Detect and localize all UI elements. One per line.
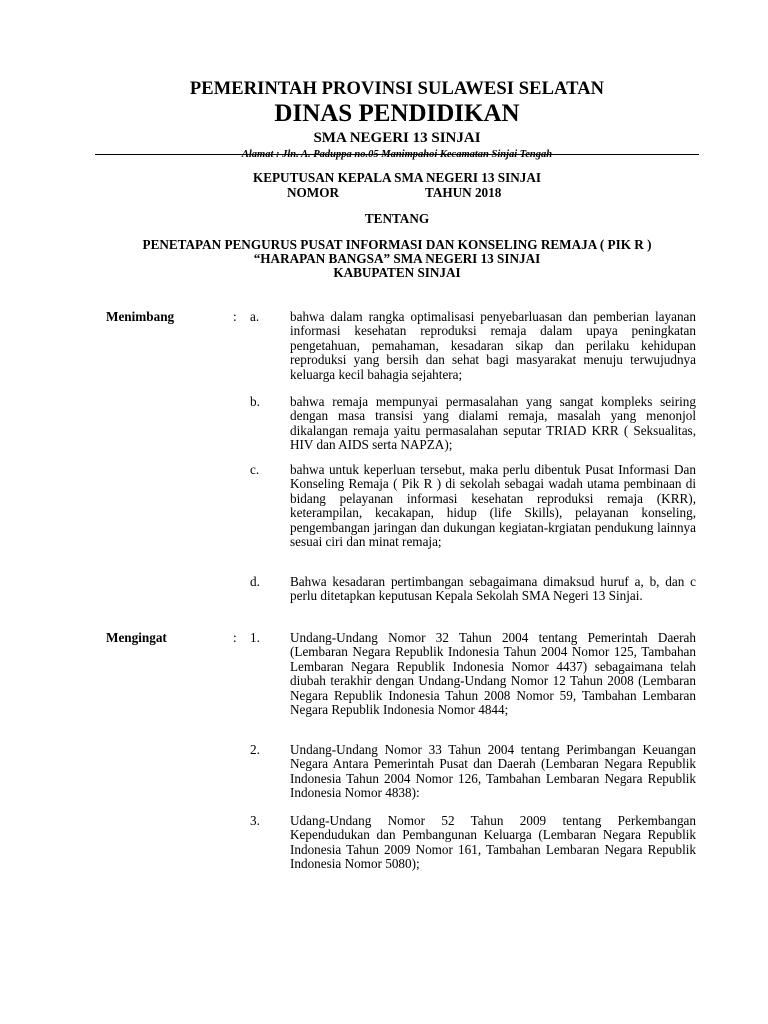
mengingat-item-3: Udang-Undang Nomor 52 Tahun 2009 tentang Perkembangan Kependudukan dan Pembangunan Keluarga (Lembaran Negara Republik Indonesia Tahun 2009 Nomor 161, Tambahan Lembaran Negara Republik Indonesia Nomor 5080); — [290, 813, 696, 872]
mengingat-marker-2: 2. — [250, 742, 260, 757]
mengingat-label: Mengingat — [106, 630, 167, 645]
letterhead-divider — [95, 154, 699, 155]
decree-subject-line-1: PENETAPAN PENGURUS PUSAT INFORMASI DAN KONSELING REMAJA ( PIK R ) — [142, 237, 652, 252]
letterhead-government: PEMERINTAH PROVINSI SULAWESI SELATAN — [189, 79, 605, 99]
mengingat-colon: : — [233, 630, 237, 645]
menimbang-label: Menimbang — [106, 309, 175, 324]
mengingat-marker-3: 3. — [250, 813, 260, 828]
menimbang-item-a: bahwa dalam rangka optimalisasi penyebarluasan dan pemberian layanan informasi kesehatan reproduksi remaja dalam upaya peningkatan pengetahuan, pemahaman, kesadaran sikap dan perilaku kehidupan reproduksi yang bersih dan sehat bagi masyarakat menuju terwujudnya keluarga kecil bahagia sejahtera; — [290, 309, 696, 382]
mengingat-item-2: Undang-Undang Nomor 33 Tahun 2004 tentang Perimbangan Keuangan Negara Antara Pemerintah Pusat dan Daerah (Lembaran Negara Republik Indonesia Tahun 2004 Nomor 126, Tambahan Lembaran Negara Republik Indonesia Nomor 4838): — [290, 742, 696, 801]
decree-title: KEPUTUSAN KEPALA SMA NEGERI 13 SINJAI — [252, 170, 542, 185]
menimbang-item-c: bahwa untuk keperluan tersebut, maka perlu dibentuk Pusat Informasi Dan Konseling Remaja ( Pik R ) di sekolah sebagai wadah utama pembinaan di bidang pelayanan informasi kesehatan reproduksi remaja (KRR), keterampilan, kecakapan, hidup (life Skills), pelayanan konseling, pengembangan jaringan dan dukungan kegiatan-krgiatan pendukung lainnya sesuai ciri dan minat remaja; — [290, 462, 696, 550]
decree-nomor-label: NOMOR — [287, 185, 340, 200]
decree-subject — [95, 238, 699, 280]
decree-tahun-label: TAHUN 2018 — [425, 185, 502, 200]
menimbang-marker-c: c. — [250, 462, 260, 477]
decree-subject-line-2: “HARAPAN BANGSA” SMA NEGERI 13 SINJAI — [253, 251, 541, 266]
letterhead — [95, 78, 699, 161]
menimbang-item-d: Bahwa kesadaran pertimbangan sebagaimana dimaksud huruf a, b, dan c perlu ditetapkan keputusan Kepala Sekolah SMA Negeri 13 Sinjai. — [290, 574, 696, 604]
letterhead-address: Alamat : Jln. A. Paduppa no.05 Manimpahoi Kecamatan Sinjai Tengah — [241, 149, 553, 160]
mengingat-item-1: Undang-Undang Nomor 32 Tahun 2004 tentang Pemerintah Daerah (Lembaran Negara Republik Indonesia Tahun 2004 Nomor 125, Tambahan Lembaran Negara Republik Indonesia Nomor 4437) sebagaimana telah diubah terakhir dengan Undang-Undang Nomor 12 Tahun 2008 (Lembaran Negara Republik Indonesia Tahun 2008 Nomor 59, Tambahan Lembaran Negara Republik Indonesia Nomor 4844; — [290, 630, 696, 718]
menimbang-marker-d: d. — [250, 574, 260, 589]
menimbang-item-b: bahwa remaja mempunyai permasalahan yang sangat kompleks seiring dengan masa transisi yang dialami remaja, masalah yang menonjol dikalangan remaja yaitu permasalahan seputar TRIAD KRR ( Seksualitas, HIV dan AIDS serta NAPZA); — [290, 394, 696, 453]
mengingat-marker-1: 1. — [250, 630, 260, 645]
menimbang-marker-b: b. — [250, 394, 260, 409]
menimbang-marker-a: a. — [250, 309, 260, 324]
letterhead-school: SMA NEGERI 13 SINJAI — [313, 130, 481, 146]
decree-tentang: TENTANG — [364, 211, 430, 226]
letterhead-agency: DINAS PENDIDIKAN — [274, 100, 520, 127]
decree-subject-line-3: KABUPATEN SINJAI — [333, 265, 461, 280]
menimbang-colon: : — [233, 309, 237, 324]
